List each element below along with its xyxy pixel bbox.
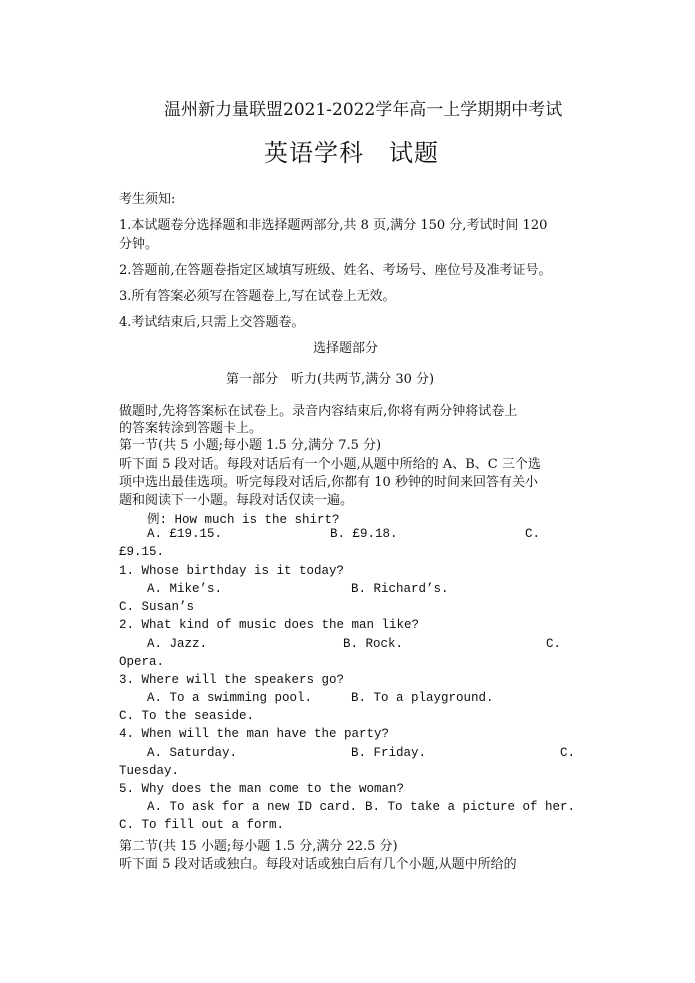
question-2-option-a: A. Jazz. (147, 637, 208, 651)
question-5: 5. Why does the man come to the woman? (119, 782, 405, 796)
question-3-option-a: A. To a swimming pool. (147, 691, 313, 705)
sec2-instruction-line-1: 听下面 5 段对话或独白。每段对话或独白后有几个小题,从题中所给的 (119, 857, 517, 872)
intro-line-2: 的答案转涂到答题卡上。 (119, 421, 263, 436)
notice-item-1-line-2: 分钟。 (119, 237, 159, 252)
example-option-c-wrap: £9.15. (119, 545, 165, 559)
question-1: 1. Whose birthday is it today? (119, 564, 345, 578)
example-option-c: C. (525, 527, 541, 541)
question-3: 3. Where will the speakers go? (119, 673, 345, 687)
intro-line-1: 做题时,先将答案标在试卷上。录音内容结束后,你将有两分钟将试卷上 (119, 404, 518, 419)
sec1-instruction-line-2: 项中选出最佳选项。听完每段对话后,你都有 10 秒钟的时间来回答有关小 (119, 475, 538, 490)
question-3-option-c: C. To the seaside. (119, 709, 255, 723)
question-5-option-b: B. To take a picture of her. (365, 800, 576, 814)
question-2-option-c-wrap: Opera. (119, 655, 165, 669)
sec2-heading: 第二节(共 15 小题;每小题 1.5 分,满分 22.5 分) (119, 839, 398, 854)
exam-title: 温州新力量联盟2021-2022学年高一上学期期中考试 (164, 100, 563, 120)
question-4: 4. When will the man have the party? (119, 727, 390, 741)
sec1-instruction-line-3: 题和阅读下一小题。每段对话仅读一遍。 (119, 493, 354, 508)
question-4-option-b: B. Friday. (351, 746, 427, 760)
question-1-option-b: B. Richard’s. (351, 582, 449, 596)
question-4-option-c: C. (560, 746, 576, 760)
question-5-option-c: C. To fill out a form. (119, 818, 285, 832)
notice-item-2: 2.答题前,在答题卷指定区域填写班级、姓名、考场号、座位号及准考证号。 (119, 263, 552, 278)
notice-item-3: 3.所有答案必须写在答题卷上,写在试卷上无效。 (119, 289, 396, 304)
notice-heading: 考生须知: (119, 192, 176, 207)
notice-item-4: 4.考试结束后,只需上交答题卷。 (119, 315, 305, 330)
example-option-b: B. £9.18. (330, 527, 398, 541)
choice-section-heading: 选择题部分 (313, 341, 379, 356)
question-1-option-a: A. Mike’s. (147, 582, 223, 596)
example-option-a: A. £19.15. (147, 527, 223, 541)
notice-item-1-line-1: 1.本试题卷分选择题和非选择题两部分,共 8 页,满分 150 分,考试时间 120 (119, 218, 548, 233)
question-3-option-b: B. To a playground. (351, 691, 494, 705)
question-2: 2. What kind of music does the man like? (119, 618, 420, 632)
question-4-option-c-wrap: Tuesday. (119, 764, 180, 778)
question-2-option-b: B. Rock. (343, 637, 404, 651)
example-question: 例: How much is the shirt? (147, 513, 340, 527)
question-1-option-c: C. Susan’s (119, 600, 195, 614)
part1-heading: 第一部分 听力(共两节,满分 30 分) (226, 372, 435, 387)
sec1-heading: 第一节(共 5 小题;每小题 1.5 分,满分 7.5 分) (119, 438, 382, 453)
question-4-option-a: A. Saturday. (147, 746, 238, 760)
question-2-option-c: C. (546, 637, 562, 651)
subject-title: 英语学科 试题 (264, 139, 439, 167)
question-5-option-a: A. To ask for a new ID card. (147, 800, 358, 814)
sec1-instruction-line-1: 听下面 5 段对话。每段对话后有一个小题,从题中所给的 A、B、C 三个选 (119, 457, 541, 472)
